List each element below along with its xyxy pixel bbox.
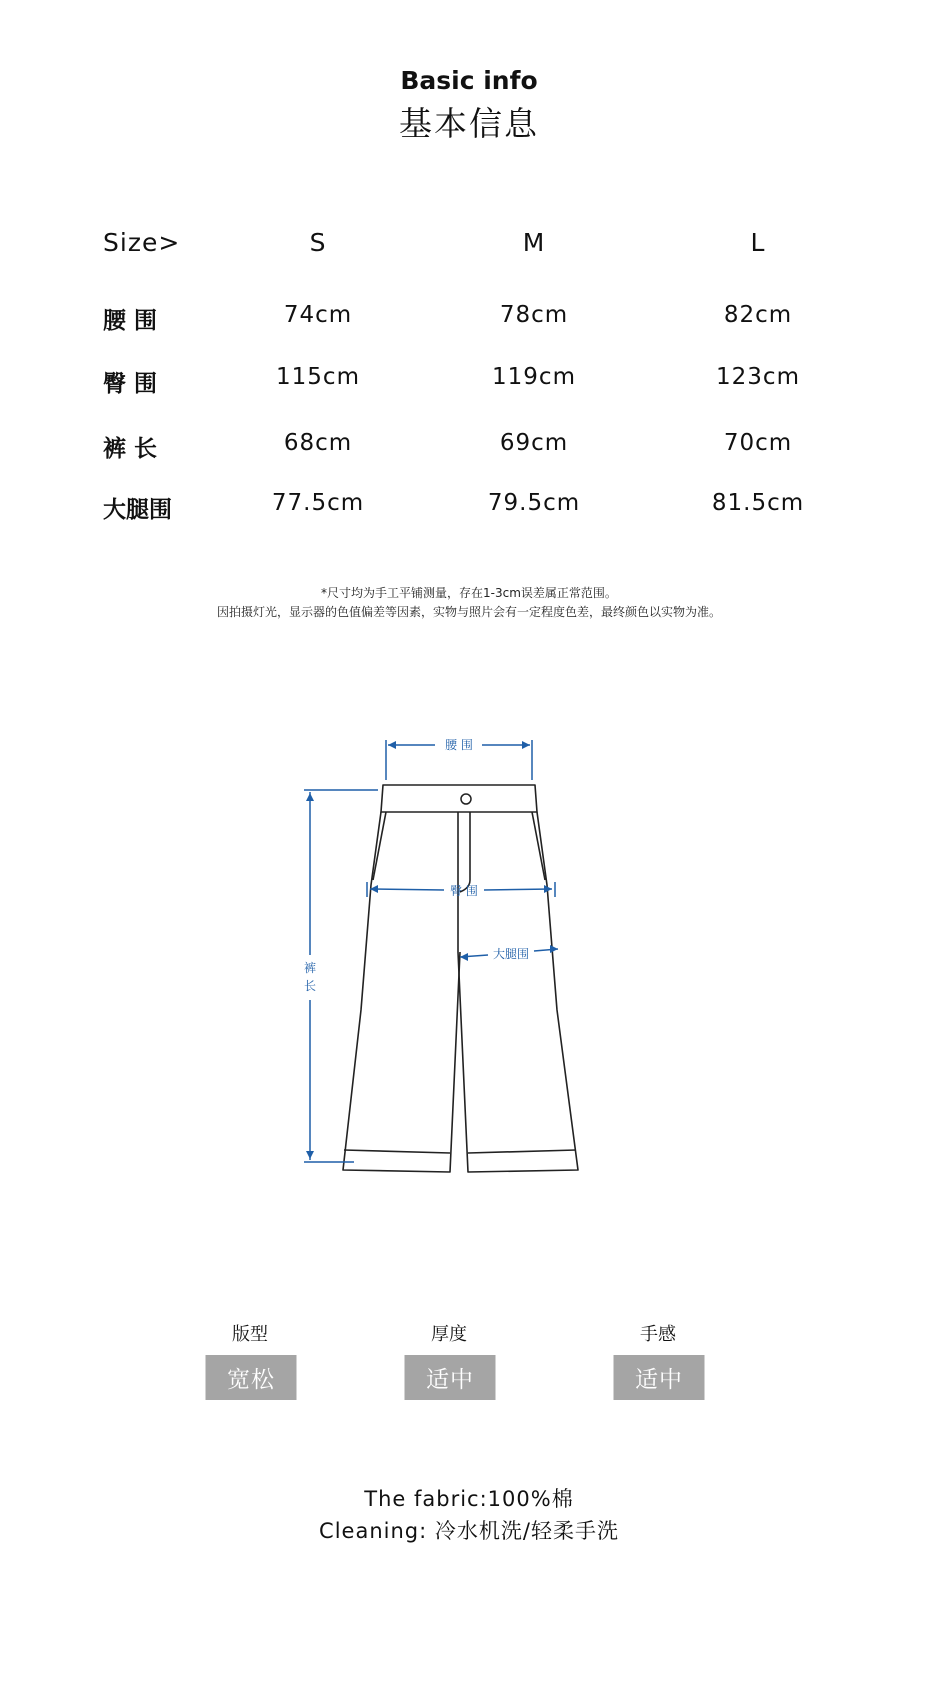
size-l-header: L <box>750 228 766 257</box>
row-label-hip: 臀 围 <box>103 371 158 397</box>
measurement-note: *尺寸均为手工平铺测量，存在1-3cm误差属正常范围。 <box>321 586 617 600</box>
color-note: 因拍摄灯光，显示器的色值偏差等因素，实物与照片会有一定程度色差，最终颜色以实物为准。 <box>216 605 721 619</box>
attr-label-feel: 手感 <box>640 1324 676 1345</box>
waist-measure-label: 腰 围 <box>445 738 473 752</box>
row-label-waist: 腰 围 <box>103 308 158 334</box>
thigh-measure-label: 大腿围 <box>492 947 530 961</box>
attr-label-thickness: 厚度 <box>431 1324 467 1345</box>
table-cell: 69cm <box>499 430 569 456</box>
table-cell: 119cm <box>492 364 576 390</box>
table-cell: 70cm <box>723 430 793 456</box>
table-cell: 68cm <box>283 430 353 456</box>
fabric-info: The fabric:100%棉 <box>364 1487 574 1511</box>
table-cell: 74cm <box>283 302 353 328</box>
table-cell: 81.5cm <box>711 490 805 516</box>
row-label-thigh: 大腿围 <box>103 497 172 523</box>
size-header-label: Size> <box>103 228 181 257</box>
table-cell: 82cm <box>723 302 793 328</box>
size-s-header: S <box>309 228 327 257</box>
size-m-header: M <box>522 228 546 257</box>
table-cell: 79.5cm <box>487 490 581 516</box>
page-title-zh: 基本信息 <box>399 104 539 143</box>
hip-measure-label: 臀 围 <box>450 884 478 898</box>
table-cell: 78cm <box>499 302 569 328</box>
attr-label-fit: 版型 <box>232 1324 268 1345</box>
button-icon <box>461 794 471 804</box>
row-label-length: 裤 长 <box>103 436 158 462</box>
attr-value-thickness: 适中 <box>405 1355 496 1400</box>
length-measure-label-2: 长 <box>303 979 317 993</box>
table-cell: 123cm <box>716 364 800 390</box>
length-measure-label-1: 裤 <box>303 961 317 975</box>
attr-value-feel: 适中 <box>614 1355 705 1400</box>
attr-value-fit: 宽松 <box>206 1355 297 1400</box>
page-title-en: Basic info <box>400 66 538 95</box>
measurement-labels <box>304 738 529 993</box>
cleaning-info: Cleaning: 冷水机洗/轻柔手洗 <box>319 1519 619 1543</box>
table-cell: 77.5cm <box>271 490 365 516</box>
table-cell: 115cm <box>276 364 360 390</box>
pants-outline <box>343 785 578 1172</box>
